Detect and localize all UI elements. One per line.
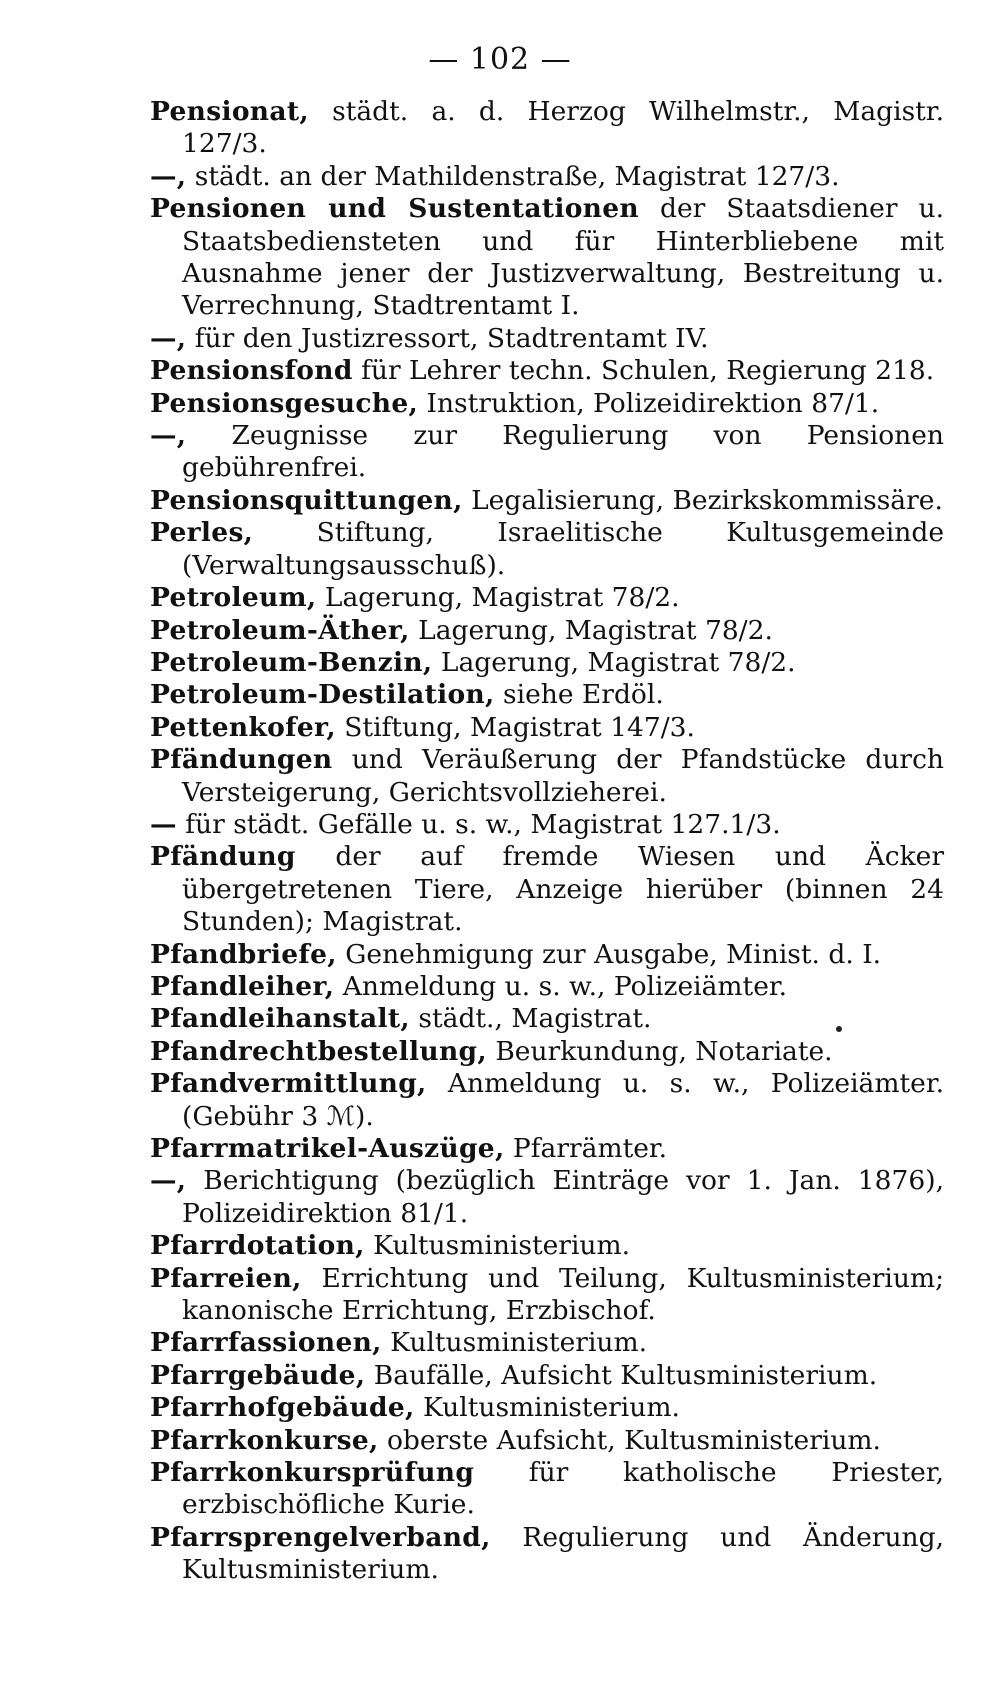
entry-text: städt. an der Mathildenstraße, Magistrat 127/3.	[186, 160, 840, 192]
index-entry	[150, 193, 944, 323]
index-entry	[150, 517, 944, 582]
entry-heading: Petroleum-Destilation,	[150, 679, 495, 711]
entry-heading: Pfarrkonkurse,	[150, 1424, 379, 1456]
entry-list	[150, 96, 944, 1587]
index-entry	[150, 1036, 944, 1068]
entry-heading: Petroleum-Benzin,	[150, 646, 433, 678]
entry-text: und Veräußerung der Pfandstücke durch Versteigerung, Gerichtsvollzieherei.	[182, 744, 944, 808]
entry-text: Kultusministerium.	[414, 1392, 680, 1424]
index-entry	[150, 615, 944, 647]
index-entry	[150, 1165, 944, 1230]
index-entry	[150, 1425, 944, 1457]
entry-heading: —,	[150, 420, 187, 452]
entry-text: Errichtung und Teilung, Kultusministerium; kanonische Errichtung, Erzbischof.	[182, 1262, 944, 1327]
entry-heading: Pfarrfassionen,	[150, 1327, 382, 1359]
entry-text: Stiftung, Magistrat 147/3.	[335, 711, 695, 743]
index-entry	[150, 744, 944, 809]
index-entry	[150, 582, 944, 614]
entry-text: der auf fremde Wiesen und Äcker übergetretenen Tiere, Anzeige hierüber (binnen 24 Stunden); Magistrat.	[182, 841, 944, 938]
index-entry	[150, 96, 944, 161]
entry-heading: Pensionsquittungen,	[150, 484, 463, 516]
entry-text: Stiftung, Israelitische Kultusgemeinde (Verwaltungsausschuß).	[182, 517, 944, 581]
entry-text: für Lehrer techn. Schulen, Regierung 218.	[352, 355, 935, 387]
index-entry	[150, 420, 944, 485]
index-entry	[150, 841, 944, 938]
entry-text: städt. a. d. Herzog Wilhelmstr., Magistr. 127/3.	[182, 96, 944, 160]
entry-heading: Pfarrsprengelverband,	[150, 1521, 491, 1553]
entry-text: Baufälle, Aufsicht Kultusministerium.	[365, 1359, 878, 1391]
entry-text: für städt. Gefälle u. s. w., Magistrat 127.1/3.	[176, 808, 781, 840]
index-entry	[150, 1003, 944, 1035]
index-entry	[150, 323, 944, 355]
index-entry	[150, 388, 944, 420]
entry-heading: Pfändung	[150, 841, 296, 873]
index-entry	[150, 1327, 944, 1359]
entry-heading: Pfandvermittlung,	[150, 1068, 427, 1100]
entry-heading: Perles,	[150, 517, 254, 549]
entry-heading: Pettenkofer,	[150, 711, 336, 743]
entry-heading: Pfandbriefe,	[150, 938, 337, 970]
index-entry	[150, 809, 944, 841]
index-entry	[150, 1068, 944, 1133]
entry-heading: Pfarreien,	[150, 1262, 302, 1294]
entry-text: Instruktion, Polizeidirektion 87/1.	[418, 387, 880, 419]
index-entry	[150, 161, 944, 193]
entry-heading: Pfandrechtbestellung,	[150, 1035, 487, 1067]
entry-text: städt., Magistrat.	[409, 1003, 652, 1035]
index-entry	[150, 355, 944, 387]
entry-text: oberste Aufsicht, Kultusministerium.	[378, 1424, 881, 1456]
entry-text: Lagerung, Magistrat 78/2.	[316, 582, 680, 614]
entry-text: Lagerung, Magistrat 78/2.	[432, 646, 796, 678]
index-entry	[150, 485, 944, 517]
entry-text: Regulierung und Änderung, Kultusministerium.	[182, 1521, 944, 1586]
entry-text: Lagerung, Magistrat 78/2.	[409, 614, 773, 646]
entry-heading: Pensionen und Sustentationen	[150, 193, 639, 225]
entry-heading: —,	[150, 322, 187, 354]
entry-text: für den Justizressort, Stadtrentamt IV.	[186, 322, 709, 354]
entry-heading: Petroleum-Äther,	[150, 614, 410, 646]
index-entry	[150, 1360, 944, 1392]
entry-text: Anmeldung u. s. w., Polizeiämter.	[334, 970, 788, 1002]
entry-text: Kultusministerium.	[381, 1327, 648, 1359]
index-entry	[150, 1230, 944, 1262]
entry-text: für katholische Priester, erzbischöfliche Kurie.	[182, 1457, 944, 1521]
index-entry	[150, 1457, 944, 1522]
entry-heading: —,	[150, 1165, 187, 1197]
entry-text: siehe Erdöl.	[494, 679, 664, 711]
entry-text: Kultusministerium.	[364, 1230, 631, 1262]
entry-heading: Pfarrkonkursprüfung	[150, 1457, 475, 1489]
entry-heading: Pfändungen	[150, 744, 333, 776]
entry-text: Beurkundung, Notariate.	[486, 1035, 833, 1067]
index-entry	[150, 1133, 944, 1165]
entry-heading: Pfandleihanstalt,	[150, 1003, 410, 1035]
entry-heading: —	[150, 808, 177, 840]
entry-heading: Pensionsfond	[150, 355, 353, 387]
entry-text: Genehmigung zur Ausgabe, Minist. d. I.	[336, 938, 882, 970]
index-entry	[150, 647, 944, 679]
entry-text: Pfarrämter.	[504, 1133, 668, 1164]
index-entry	[150, 712, 944, 744]
index-entry	[150, 679, 944, 711]
entry-heading: Pfarrmatrikel-Auszüge,	[150, 1133, 505, 1164]
entry-heading: Pfarrhofgebäude,	[150, 1392, 415, 1424]
entry-heading: —,	[150, 160, 187, 192]
entry-text: Zeugnisse zur Regulierung von Pensionen gebührenfrei.	[182, 420, 944, 484]
entry-heading: Pfarrdotation,	[150, 1230, 365, 1262]
entry-text: Anmeldung u. s. w., Polizeiämter. (Gebühr 3 ℳ).	[182, 1068, 944, 1132]
entry-text: der Staatsdiener u. Staatsbediensteten und für Hinterbliebene mit Ausnahme jener der Justizverwaltung, Bestreitung u. Verrechnung, Stadtrentamt I.	[182, 193, 944, 322]
print-speck	[836, 1026, 842, 1032]
index-entry	[150, 1263, 944, 1328]
index-entry	[150, 1522, 944, 1587]
entry-text: Legalisierung, Bezirkskommissäre.	[462, 484, 943, 516]
index-entry	[150, 1392, 944, 1424]
entry-text: Berichtigung (bezüglich Einträge vor 1. Jan. 1876), Polizeidirektion 81/1.	[182, 1165, 944, 1229]
page-number: — 102 —	[428, 42, 572, 77]
entry-heading: Pensionat,	[150, 96, 309, 127]
entry-heading: Pfarrgebäude,	[150, 1359, 366, 1391]
entry-heading: Petroleum,	[150, 582, 317, 614]
entry-heading: Pfandleiher,	[150, 970, 335, 1002]
entry-heading: Pensionsgesuche,	[150, 387, 419, 419]
index-entry	[150, 971, 944, 1003]
index-entry	[150, 939, 944, 971]
